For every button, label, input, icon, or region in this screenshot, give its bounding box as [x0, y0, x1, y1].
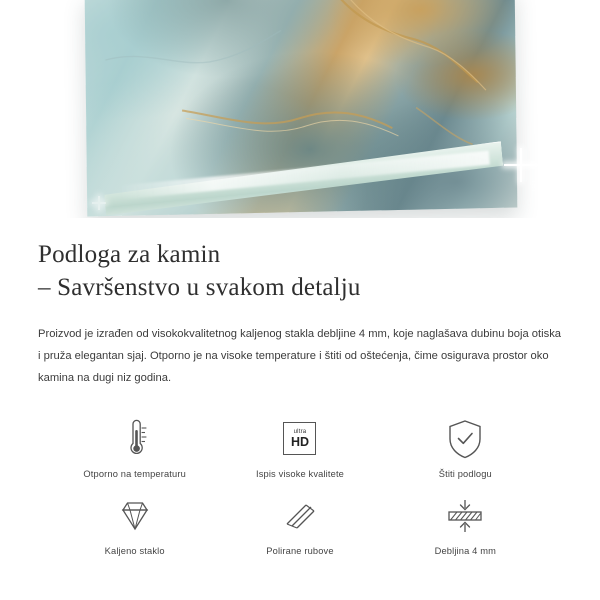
- product-description: Proizvod je izrađen od visokokvalitetnog kaljenog stakla debljine 4 mm, koje naglašava dubinu boja otiska i pruža elegantan sjaj. Otporno je na visoke temperature i štiti od oštećenja, čime osigurava prostor oko kamina na dugi niz godina.: [38, 328, 562, 384]
- sparkle-icon: [536, 176, 556, 196]
- thermometer-icon: [122, 419, 148, 459]
- ultra-hd-icon: [283, 422, 316, 455]
- feature-label: Kaljeno staklo: [104, 545, 165, 556]
- ultra-hd-top-text: ultra: [293, 428, 307, 435]
- diamond-icon: [115, 498, 155, 534]
- feature-grid: [38, 416, 562, 556]
- text-content: [0, 218, 600, 556]
- feature-label: Ispis visoke kvalitete: [255, 468, 345, 479]
- feature-item-temperature: [52, 416, 217, 479]
- feature-label: Polirane rubove: [266, 545, 334, 556]
- page-title-line-1: Podloga za kamin: [38, 241, 221, 268]
- feature-label: Štiti podlogu: [438, 468, 492, 479]
- icon-container: [115, 493, 155, 539]
- feature-item-thickness: [383, 493, 548, 556]
- icon-container: [122, 416, 148, 462]
- icon-container: [280, 493, 320, 539]
- feature-item-print-quality: [217, 416, 382, 479]
- page-title: [38, 238, 562, 304]
- polished-edges-icon: [280, 499, 320, 533]
- feature-label: Debljina 4 mm: [434, 545, 496, 556]
- icon-container: [447, 416, 483, 462]
- feature-label: Otporno na temperaturu: [83, 468, 186, 479]
- hero-image: [0, 0, 600, 218]
- feature-item-tempered-glass: [52, 493, 217, 556]
- thickness-4mm-icon: [444, 497, 486, 535]
- icon-container: [283, 416, 316, 462]
- shield-check-icon: [447, 418, 483, 460]
- feature-item-polished-edges: [217, 493, 382, 556]
- page-title-line-2: – Savršenstvo u svakom detalju: [38, 274, 361, 301]
- icon-container: [444, 493, 486, 539]
- feature-item-protection: [383, 416, 548, 479]
- ultra-hd-bottom-text: HD: [290, 434, 310, 449]
